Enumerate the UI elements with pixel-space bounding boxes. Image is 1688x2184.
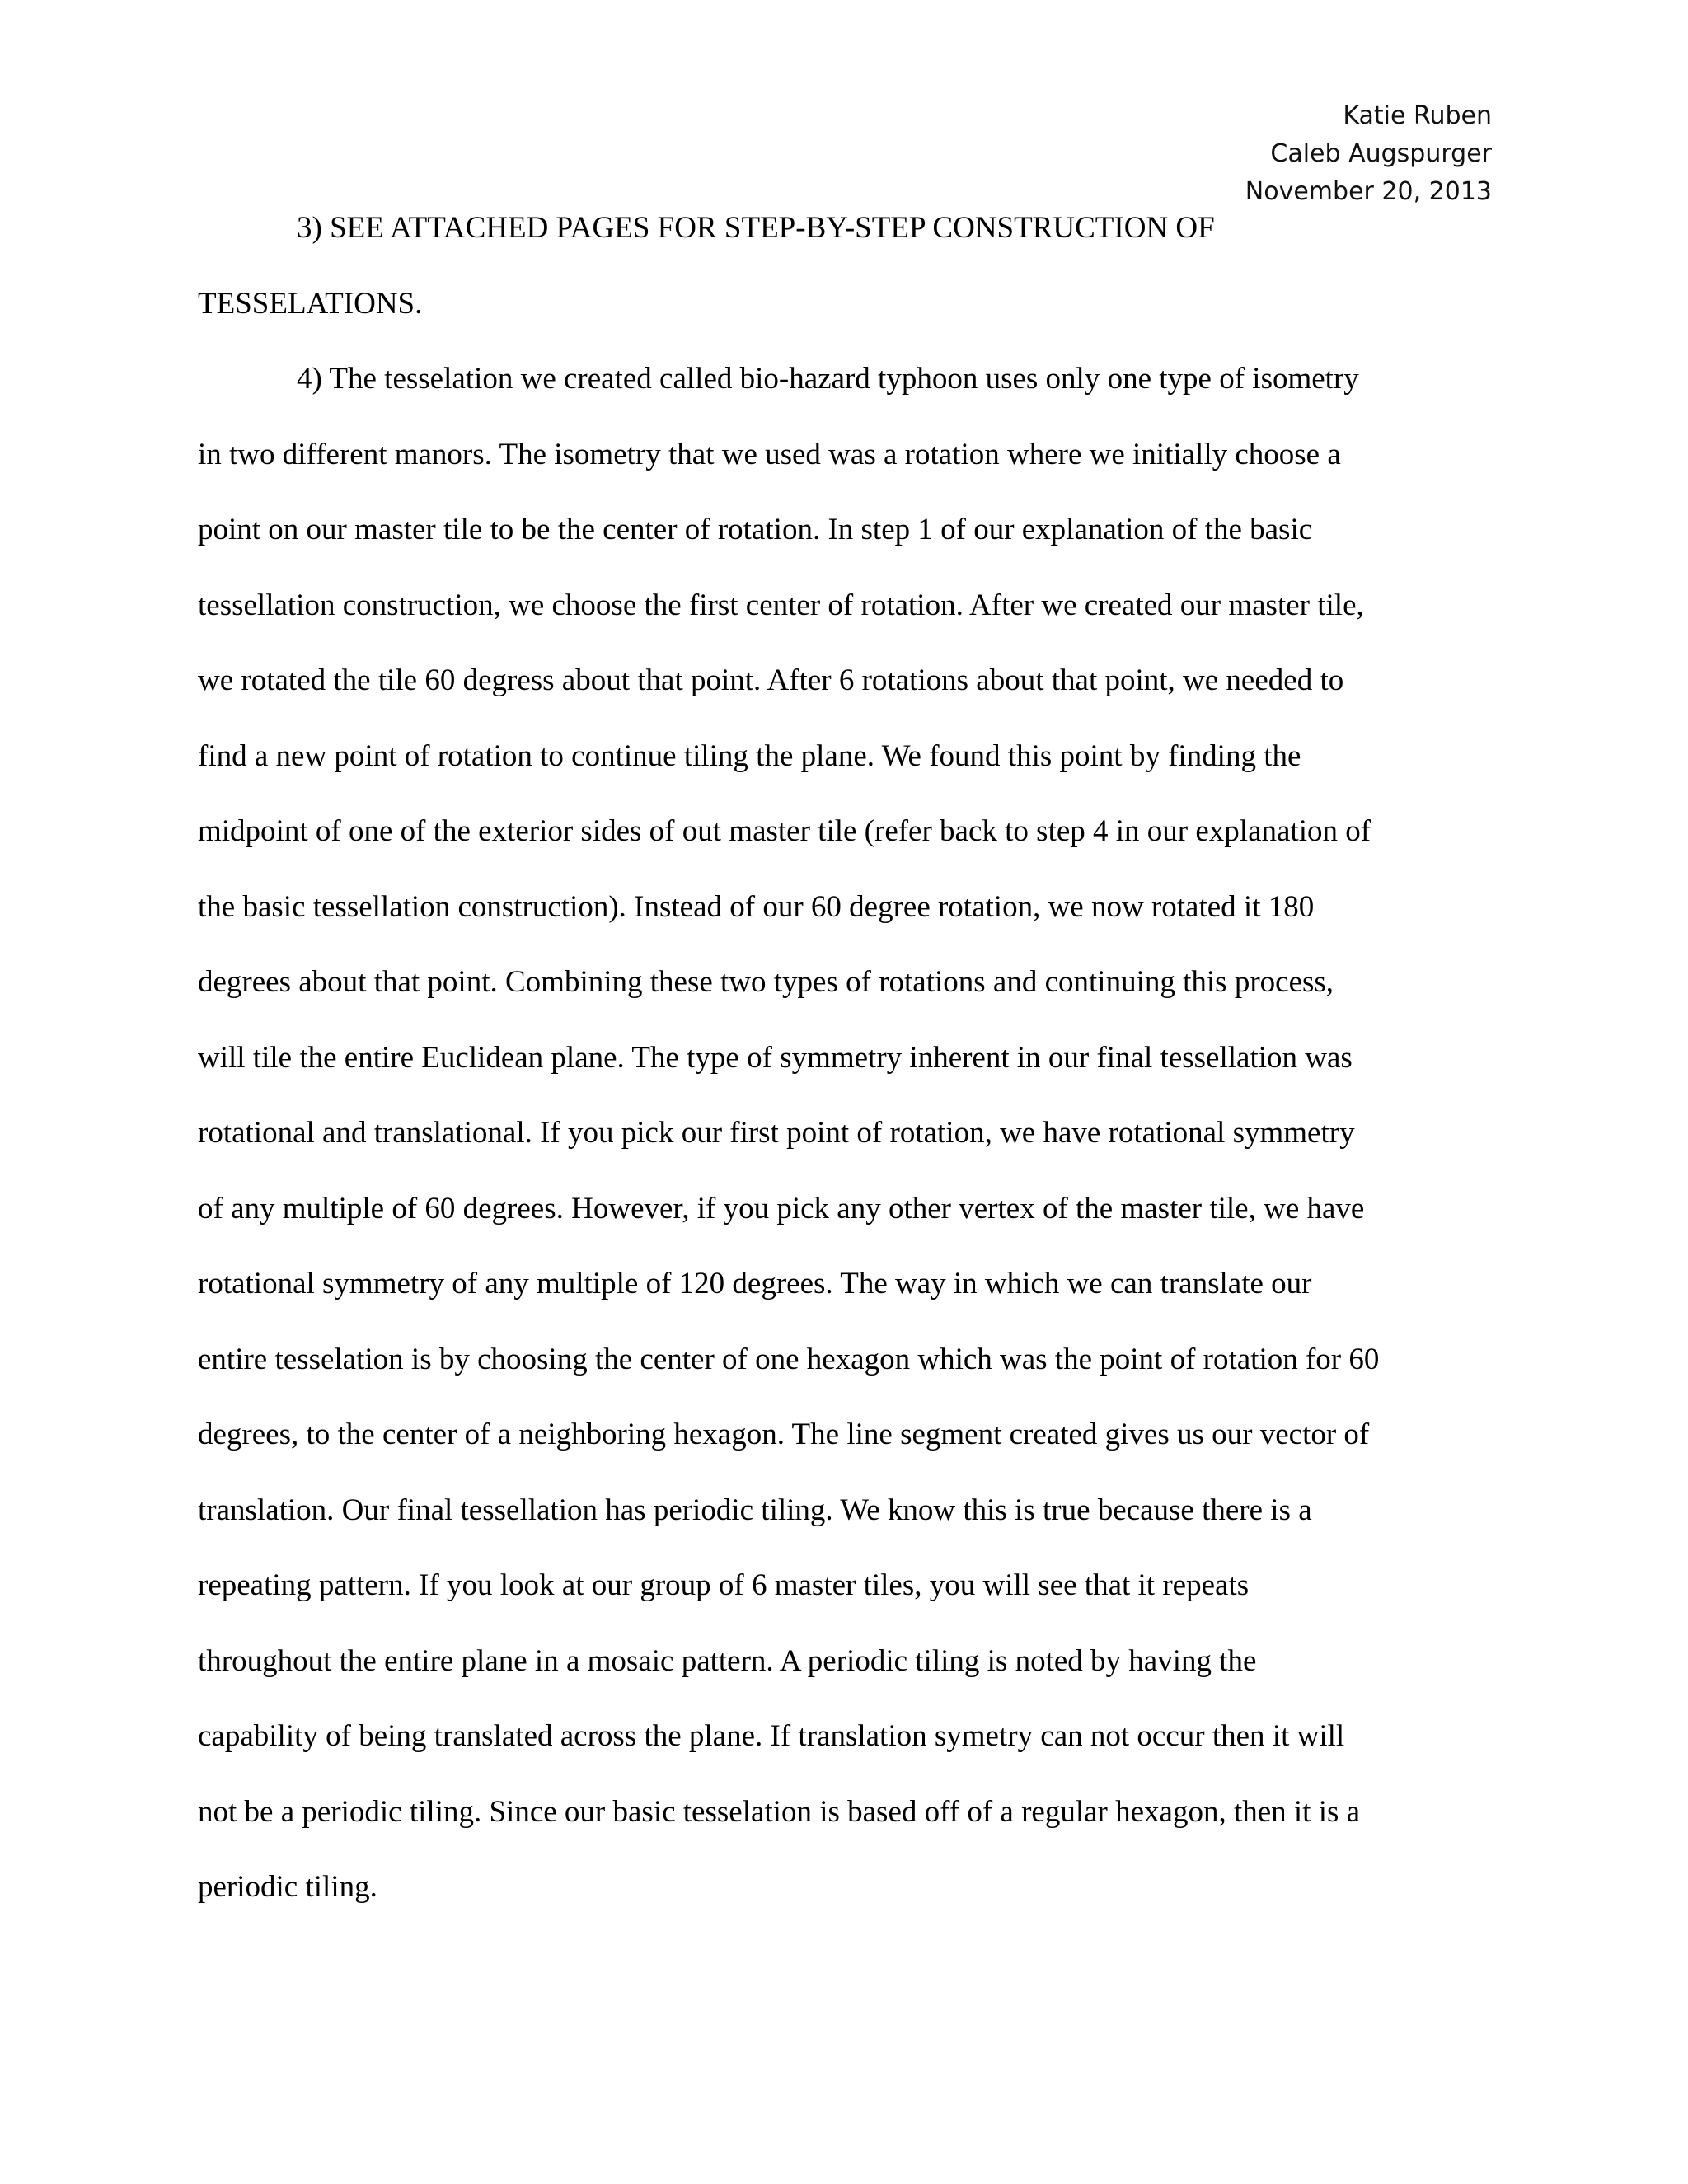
author-name: Katie Ruben xyxy=(1343,101,1492,130)
body-line: entire tesselation is by choosing the center of one hexagon which was the point of rotation for 60 xyxy=(198,1342,1380,1376)
body-line: 4) The tesselation we created called bio-hazard typhoon uses only one type of isometry xyxy=(297,362,1359,396)
body-line: capability of being translated across the plane. If translation symetry can not occur then it will xyxy=(198,1719,1345,1753)
body-line: of any multiple of 60 degrees. However, if you pick any other vertex of the master tile, we have xyxy=(198,1191,1365,1226)
body-line: translation. Our final tessellation has periodic tiling. We know this is true because there is a xyxy=(198,1493,1312,1527)
body-line: will tile the entire Euclidean plane. The type of symmetry inherent in our final tessellation was xyxy=(198,1040,1353,1075)
body-line: we rotated the tile 60 degress about that point. After 6 rotations about that point, we needed to xyxy=(198,663,1344,697)
document-header xyxy=(1245,97,1492,211)
body-line: not be a periodic tiling. Since our basic tesselation is based off of a regular hexagon, then it is a xyxy=(198,1794,1361,1829)
body-line: the basic tessellation construction). Instead of our 60 degree rotation, we now rotated it 180 xyxy=(198,889,1315,924)
body-line: rotational symmetry of any multiple of 120 degrees. The way in which we can translate our xyxy=(198,1267,1312,1301)
body-line: repeating pattern. If you look at our group of 6 master tiles, you will see that it repeats xyxy=(198,1568,1250,1602)
body-line: rotational and translational. If you pick our first point of rotation, we have rotational symmetry xyxy=(198,1116,1355,1150)
document-body xyxy=(198,204,1492,1938)
body-line: degrees about that point. Combining these two types of rotations and continuing this process, xyxy=(198,965,1334,999)
body-line: degrees, to the center of a neighboring hexagon. The line segment created gives us our vector of xyxy=(198,1418,1370,1451)
body-line: midpoint of one of the exterior sides of out master tile (refer back to step 4 in our explanation of xyxy=(198,814,1372,848)
body-line: tessellation construction, we choose the first center of rotation. After we created our master tile, xyxy=(198,588,1364,622)
body-line: throughout the entire plane in a mosaic pattern. A periodic tiling is noted by having the xyxy=(198,1643,1257,1678)
body-line: in two different manors. The isometry that we used was a rotation where we initially choose a xyxy=(198,437,1341,471)
author-name: Caleb Augspurger xyxy=(1270,139,1492,168)
body-line: point on our master tile to be the center of rotation. In step 1 of our explanation of the basic xyxy=(198,513,1313,546)
body-line: TESSELATIONS. xyxy=(198,286,423,321)
document-date: November 20, 2013 xyxy=(1245,177,1492,206)
body-line: find a new point of rotation to continue tiling the plane. We found this point by finding the xyxy=(198,738,1301,773)
body-line: periodic tiling. xyxy=(198,1870,377,1904)
body-line: 3) SEE ATTACHED PAGES FOR STEP-BY-STEP CONSTRUCTION OF xyxy=(297,211,1215,245)
